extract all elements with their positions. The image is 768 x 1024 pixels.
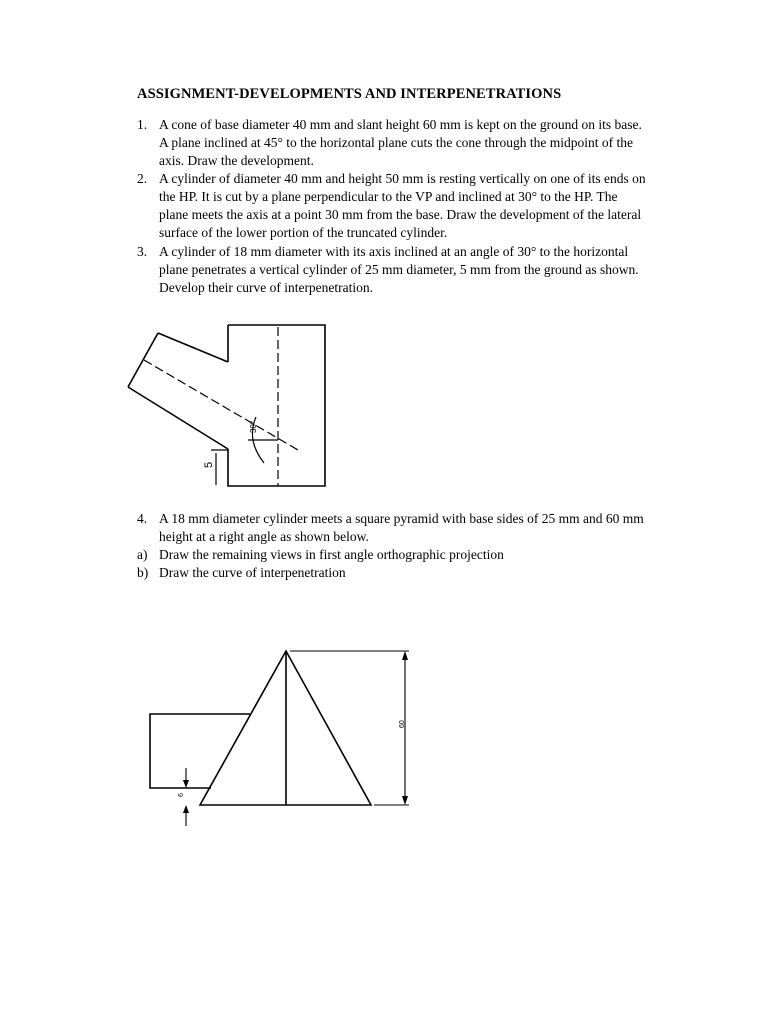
inclined-axis-centerline (144, 360, 298, 450)
vertical-cylinder-outline (228, 325, 325, 486)
document-title: ASSIGNMENT-DEVELOPMENTS AND INTERPENETRATIONS (137, 86, 562, 102)
question-number: 1. (137, 117, 148, 132)
arrowhead (183, 780, 189, 788)
question-text: A cone of base diameter 40 mm and slant height 60 mm is kept on the ground on its base. A plane inclined at 45° to the horizontal plane cuts the cone through the midpoint of the axis. Draw the development. (159, 117, 642, 168)
question-number: 3. (137, 244, 148, 259)
question-text: Draw the curve of interpenetration (159, 565, 346, 580)
dimension-label-6: 6 (178, 793, 185, 797)
question-text: A cylinder of 18 mm diameter with its axis inclined at an angle of 30° to the horizontal plane penetrates a vertical cylinder of 25 mm diameter, 5 mm from the ground as shown. Develop their curve of interpenetration. (159, 244, 639, 295)
figure-cylinder-pyramid (118, 618, 428, 833)
question-number: a) (137, 547, 148, 562)
question-number: 2. (137, 171, 148, 186)
question-3 (137, 243, 647, 297)
cylinder-outline (150, 714, 250, 788)
question-text: Draw the remaining views in first angle orthographic projection (159, 547, 504, 562)
angle-label: 30° (249, 420, 258, 433)
height-label-60: 60 (399, 720, 406, 728)
question-4a (137, 546, 647, 564)
question-text: A 18 mm diameter cylinder meets a square pyramid with base sides of 25 mm and 60 mm height at a right angle as shown below. (159, 511, 644, 544)
arrowhead (183, 805, 189, 813)
question-2 (137, 170, 647, 242)
question-text: A cylinder of diameter 40 mm and height 50 mm is resting vertically on one of its ends on the HP. It is cut by a plane perpendicular to the VP and inclined at 30° to the HP. The plane meets the axis at a point 30 mm from the base. Draw the development of the lateral surface of the lower portion of the truncated cylinder. (159, 171, 646, 240)
inclined-cylinder-bottom-edge (128, 387, 228, 449)
question-4b (137, 564, 647, 582)
arrowhead (402, 651, 408, 660)
dimension-label-5: 5 (203, 461, 215, 468)
question-4 (137, 510, 647, 546)
arrowhead (402, 796, 408, 805)
inclined-cylinder-top-edge (158, 333, 228, 362)
question-number: b) (137, 565, 149, 580)
question-1 (137, 116, 647, 170)
inclined-cylinder-end (128, 333, 158, 387)
question-number: 4. (137, 511, 148, 526)
figure-cylinder-interpenetration (118, 305, 363, 500)
